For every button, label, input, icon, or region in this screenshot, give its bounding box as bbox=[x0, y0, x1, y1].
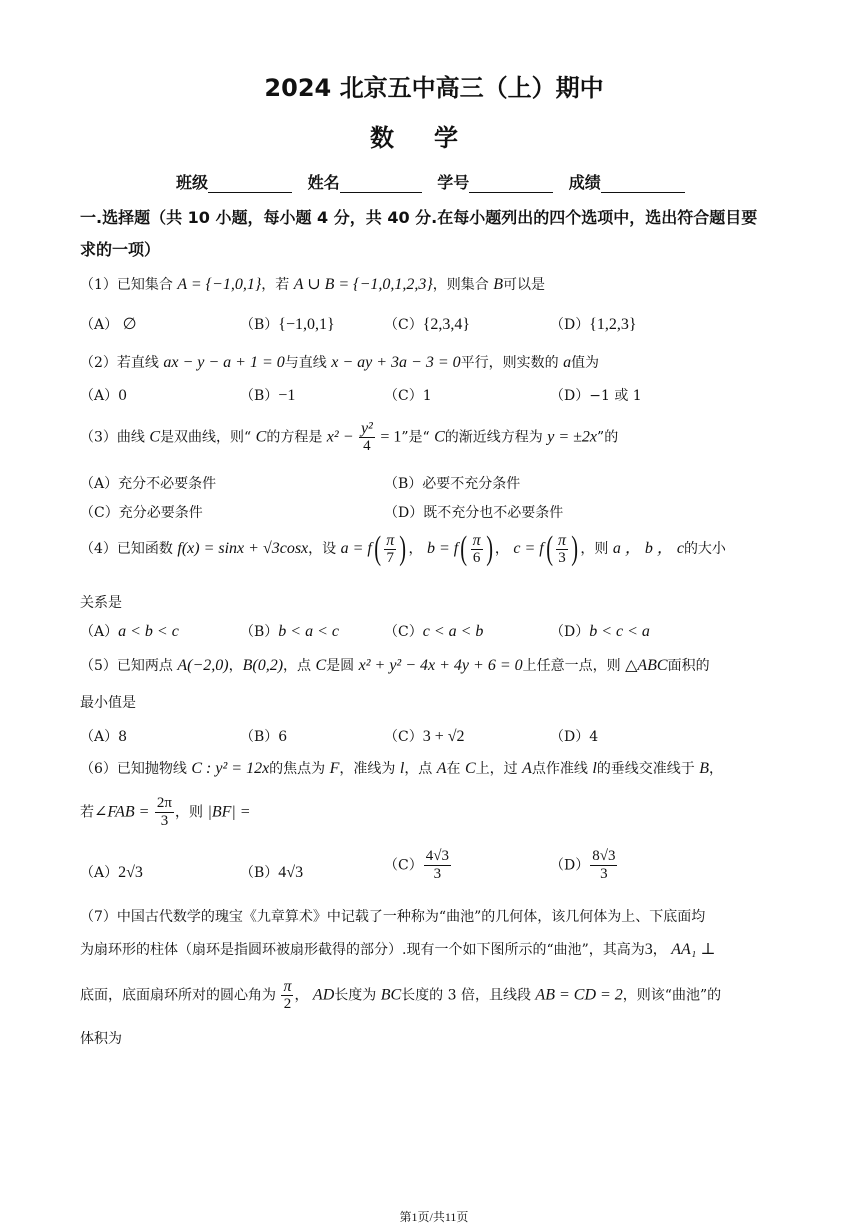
question-6: （6）已知抛物线 C : y² = 12x的焦点为 F，准线为 l，点 A在 C上，过 A点作准线 l的垂线交准线于 B， bbox=[80, 760, 724, 777]
question-4-line2: 关系是 bbox=[80, 595, 122, 611]
name-label: 姓名 bbox=[307, 173, 340, 192]
score-field[interactable] bbox=[601, 176, 685, 193]
page-footer: 第1页/共11页 bbox=[399, 1210, 469, 1224]
q5-option-b: （B）6 bbox=[240, 729, 288, 745]
q1-option-c: （C）{2,3,4} bbox=[384, 316, 471, 333]
q6-option-d: （D） $\frac{8√3}{3}$ bbox=[550, 848, 616, 882]
q5-option-d: （D）4 bbox=[550, 729, 599, 745]
q2-option-d: （D）−1 或 1 bbox=[550, 388, 642, 404]
score-label: 成绩 bbox=[568, 173, 601, 192]
class-field[interactable] bbox=[208, 176, 292, 193]
subject-title: 数学 bbox=[370, 124, 498, 152]
q4-option-a: （A）a < b < c bbox=[80, 623, 179, 640]
name-field[interactable] bbox=[340, 176, 422, 193]
q3-option-b: （B）必要不充分条件 bbox=[384, 476, 521, 492]
q6-option-b: （B）4√3 bbox=[240, 864, 304, 881]
q1-option-d: （D）{1,2,3} bbox=[550, 316, 637, 333]
question-7-line4: 体积为 bbox=[80, 1031, 122, 1047]
q2-option-c: （C）1 bbox=[384, 388, 432, 404]
q6-option-a: （A）2√3 bbox=[80, 864, 143, 881]
q4-option-c: （C）c < a < b bbox=[384, 623, 484, 640]
student-info-line bbox=[176, 170, 695, 193]
q3-option-a: （A）充分不必要条件 bbox=[80, 476, 217, 492]
q4-option-d: （D）b < c < a bbox=[550, 623, 650, 640]
question-4: （4）已知函数 f(x) = sinx + √3cosx，设 a = f( $\frac{\pi}{7}$ ) ， b = f( $\frac{\pi}{6}$ ) ， c = f( $\frac{\pi}{3}$ ) ，则 a ， b ， c的大小 bbox=[80, 530, 726, 567]
section-heading-line1: 一.选择题（共 10 小题，每小题 4 分，共 40 分.在每小题列出的四个选项中，选出符合题目要 bbox=[80, 208, 758, 227]
question-2: （2）若直线 ax − y − a + 1 = 0与直线 x − ay + 3a − 3 = 0平行，则实数的 a值为 bbox=[80, 354, 600, 371]
q2-option-b: （B）−1 bbox=[240, 387, 296, 404]
question-5-line2: 最小值是 bbox=[80, 695, 136, 711]
student-id-field[interactable] bbox=[469, 176, 553, 193]
class-label: 班级 bbox=[176, 173, 209, 192]
q1-option-a: （A） ∅ bbox=[80, 316, 137, 333]
q3-option-c: （C）充分必要条件 bbox=[80, 505, 203, 521]
q5-option-a: （A）8 bbox=[80, 729, 128, 745]
question-1: （1）已知集合 A = {−1,0,1}，若 A ∪ B = {−1,0,1,2,3}，则集合 B可以是 bbox=[80, 276, 545, 293]
q3-option-d: （D）既不充分也不必要条件 bbox=[384, 505, 564, 521]
q3-fraction: $\frac{\text{y²}}{4}$ bbox=[360, 420, 373, 454]
question-6-line2: 若∠FAB = $\frac{2\pi}{3}$ ，则 |BF| = bbox=[80, 795, 251, 829]
exam-title: 2024 北京五中高三（上）期中 bbox=[264, 74, 604, 102]
q2-option-a: （A）0 bbox=[80, 388, 128, 404]
question-5: （5）已知两点 A(−2,0)，B(0,2)，点 C是圆 x² + y² − 4x + 4y + 6 = 0上任意一点，则 △ABC面积的 bbox=[80, 657, 710, 674]
q5-option-c: （C）3 + √2 bbox=[384, 728, 465, 745]
q6-option-c: （C） $\frac{4√3}{3}$ bbox=[384, 848, 449, 882]
q1-option-b: （B）{−1,0,1} bbox=[240, 316, 335, 333]
question-7: （7）中国古代数学的瑰宝《九章算术》中记载了一种称为“曲池”的几何体，该几何体为上、下底面均 bbox=[80, 909, 706, 925]
question-3: （3）曲线 C是双曲线，则“ C的方程是 x² − $\frac{\text{y²}}{4}$ = 1”是“ C的渐近线方程为 y = ±2x”的 bbox=[80, 420, 619, 454]
q4-option-b: （B）b < a < c bbox=[240, 623, 339, 640]
question-7-line2: 为扇环形的柱体（扇环是指圆环被扇形截得的部分）.现有一个如下图所示的“曲池”，其高为3， AA₁ ⊥ bbox=[80, 941, 716, 958]
student-id-label: 学号 bbox=[437, 173, 470, 192]
section-heading-line2: 求的一项） bbox=[80, 240, 161, 259]
question-7-line3: 底面，底面扇环所对的圆心角为 $\frac{\pi}{2}$ ， AD长度为 BC长度的 3 倍，且线段 AB = CD = 2，则该“曲池”的 bbox=[80, 978, 722, 1012]
